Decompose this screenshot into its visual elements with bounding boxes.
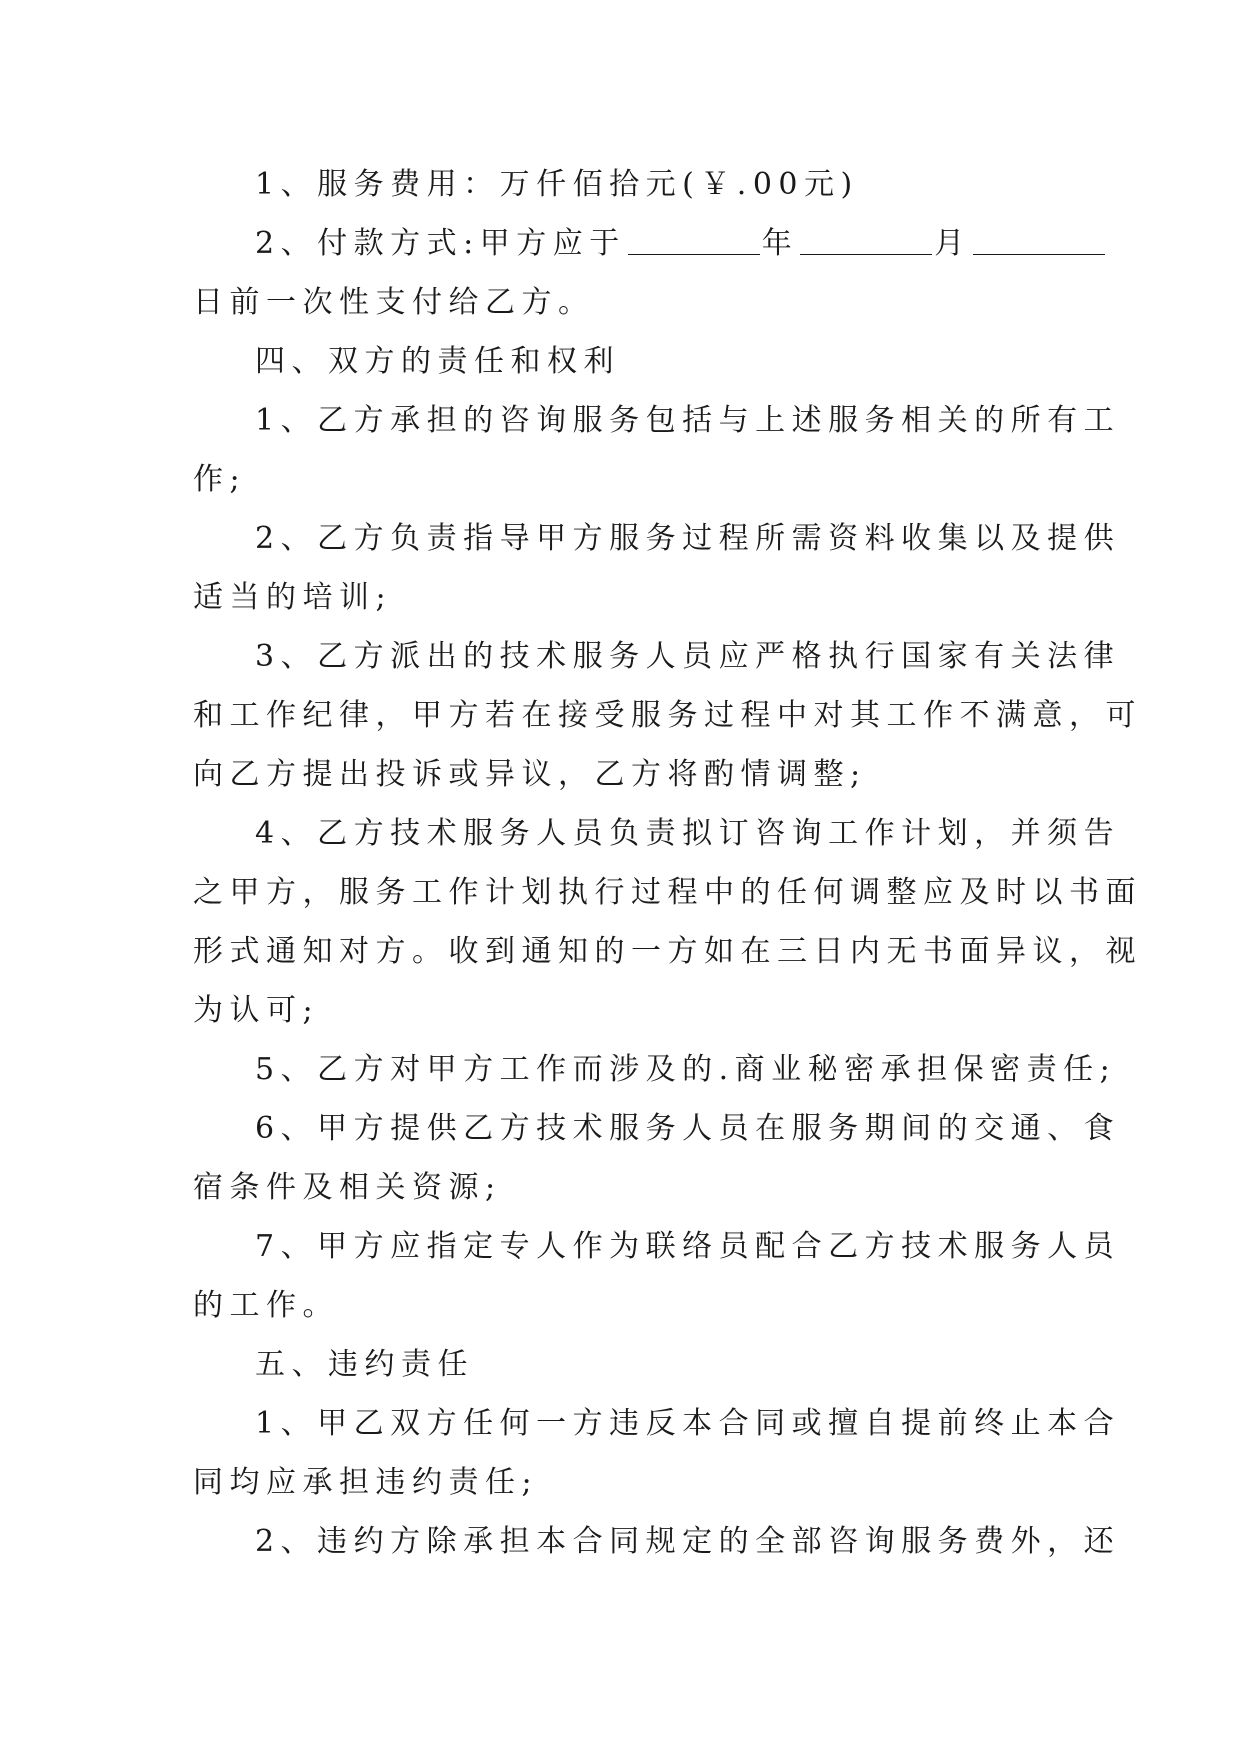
responsibility-item-3: 3、乙方派出的技术服务人员应严格执行国家有关法律 — [255, 639, 1121, 674]
year-label: 年 — [761, 226, 799, 261]
responsibility-item-6: 6、甲方提供乙方技术服务人员在服务期间的交通、食 — [255, 1111, 1121, 1146]
contract-text — [193, 155, 1142, 1571]
responsibility-item-1-continuation: 作; — [193, 462, 247, 497]
payment-method-clause — [193, 214, 1048, 273]
fee-clause: 1、服务费用：万仟佰拾元(￥.00元) — [255, 167, 859, 202]
month-label: 月 — [934, 226, 971, 261]
responsibility-item-5: 5、乙方对甲方工作而涉及的.商业秘密承担保密责任; — [255, 1052, 1117, 1087]
responsibility-item-4-continuation: 形式通知对方。收到通知的一方如在三日内无书面异议，视 — [193, 934, 1142, 969]
payment-method-continuation: 日前一次性支付给乙方。 — [193, 285, 595, 320]
payment-method-label: 2、付款方式:甲方应于 — [255, 226, 626, 261]
responsibility-item-2: 2、乙方负责指导甲方服务过程所需资料收集以及提供 — [255, 521, 1121, 556]
responsibility-item-6-continuation: 宿条件及相关资源; — [193, 1170, 502, 1205]
section-heading-breach: 五、违约责任 — [255, 1347, 474, 1382]
day-blank — [973, 222, 1105, 255]
month-blank — [800, 222, 932, 255]
responsibility-item-7: 7、甲方应指定专人作为联络员配合乙方技术服务人员 — [255, 1229, 1121, 1264]
breach-item-1-continuation: 同均应承担违约责任; — [193, 1465, 539, 1500]
responsibility-item-3-continuation: 和工作纪律，甲方若在接受服务过程中对其工作不满意，可 — [193, 698, 1142, 733]
breach-item-1: 1、甲乙双方任何一方违反本合同或擅自提前终止本合 — [255, 1406, 1121, 1441]
responsibility-item-3-continuation: 向乙方提出投诉或异议，乙方将酌情调整; — [193, 757, 867, 792]
responsibility-item-4-continuation: 之甲方，服务工作计划执行过程中的任何调整应及时以书面 — [193, 875, 1142, 910]
responsibility-item-7-continuation: 的工作。 — [193, 1288, 339, 1323]
breach-item-2: 2、违约方除承担本合同规定的全部咨询服务费外，还 — [255, 1524, 1121, 1559]
responsibility-item-4: 4、乙方技术服务人员负责拟订咨询工作计划，并须告 — [255, 816, 1121, 851]
responsibility-item-4-continuation: 为认可; — [193, 993, 320, 1028]
responsibility-item-1: 1、乙方承担的咨询服务包括与上述服务相关的所有工 — [255, 403, 1121, 438]
responsibility-item-2-continuation: 适当的培训; — [193, 580, 393, 615]
section-heading-responsibilities: 四、双方的责任和权利 — [255, 344, 620, 379]
year-blank — [628, 222, 760, 255]
